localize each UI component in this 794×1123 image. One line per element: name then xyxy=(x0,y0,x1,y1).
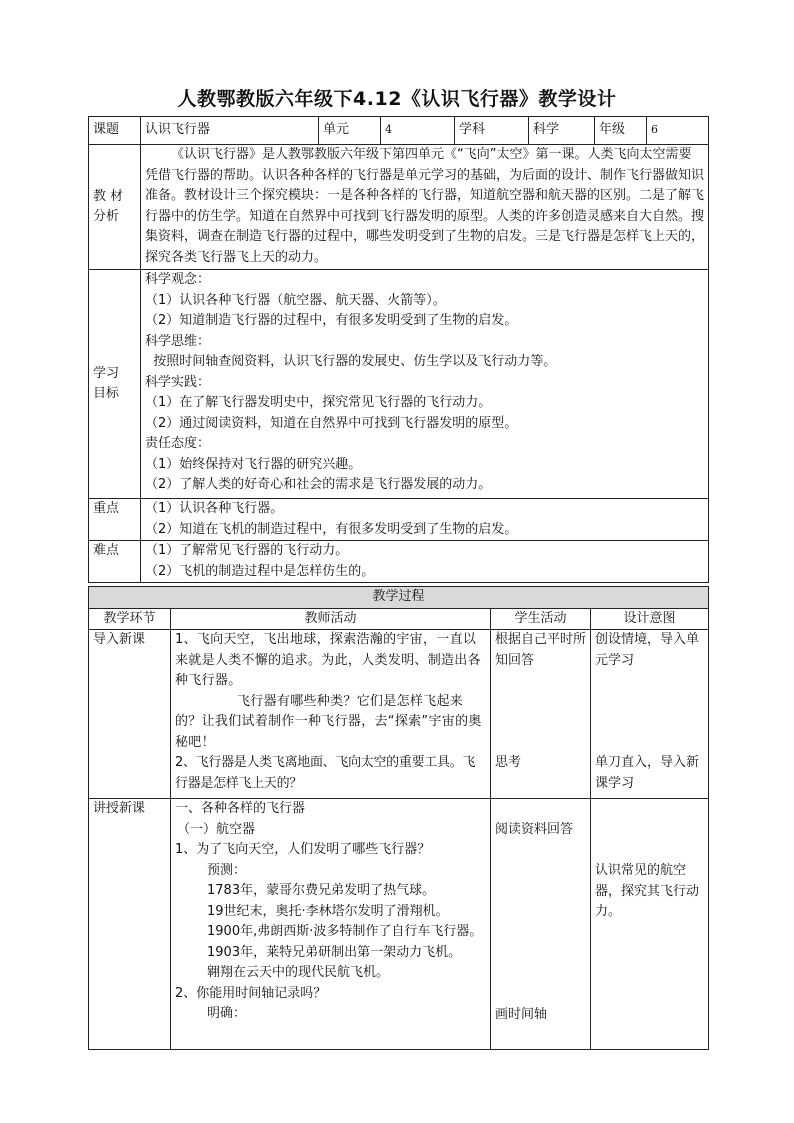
analysis-paragraph: 《认识飞行器》是人教鄂教版六年级下第四单元《“飞向”太空》第一课。人类飞向太空需要凭借飞行器的帮助。认识各种各样的飞行器是单元学习的基础，为后面的设计、制作飞行器做知识准备。教材设计三个探究模块：一是各种各样的飞行器，知道航空器和航天器的区别。二是了解飞行器中的仿生学。知道在自然界中可找到飞行器发明的原型。人类的许多创造灵感来自大自然。搜集资料，调查在制造飞行器的过程中，哪些发明受到了生物的启发。三是飞行器是怎样飞上天的，探究各类飞行器飞上天的动力。 xyxy=(145,147,705,265)
column-header: 教师活动 xyxy=(171,608,491,630)
process-columns-row xyxy=(89,608,709,630)
analysis-text xyxy=(141,145,709,270)
intro-teacher xyxy=(171,630,491,799)
info-row xyxy=(89,117,709,145)
intro-intent-b: 单刀直入，导入新课学习 xyxy=(595,755,700,791)
key-point-line: （2）知道在飞机的制造过程中，有很多发明受到了生物的启发。 xyxy=(145,521,518,537)
goal-line: 科学实践： xyxy=(145,374,211,390)
analysis-label xyxy=(89,145,141,270)
new-teacher-line: 1903年，莱特兄弟研制出第一架动力飞机。 xyxy=(207,944,462,960)
goal-line: 科学思维： xyxy=(145,333,211,349)
goal-line: 责任态度： xyxy=(145,436,211,451)
intro-student xyxy=(491,630,591,799)
difficulties-text xyxy=(141,541,709,583)
difficulties-row xyxy=(89,541,709,583)
goal-line: 按照时间轴查阅资料，认识飞行器的发展史、仿生学以及飞行动力等。 xyxy=(145,354,557,369)
difficulty-line: （1）了解常见飞行器的飞行动力。 xyxy=(145,543,349,558)
unit-value: 4 xyxy=(381,117,455,145)
goal-line: （1）在了解飞行器发明史中，探究常见飞行器的飞行动力。 xyxy=(145,395,492,410)
difficulty-line: （2）飞机的制造过程中是怎样仿生的。 xyxy=(145,563,375,579)
new-teacher-line: 1783年，蒙哥尔费兄弟发明了热气球。 xyxy=(207,883,436,898)
intro-intent xyxy=(591,630,709,799)
goal-line: （2）了解人类的好奇心和社会的需求是飞行器发展的动力。 xyxy=(145,477,492,492)
grade-value: 6 xyxy=(647,117,709,145)
subject-value: 科学 xyxy=(529,117,595,145)
process-header-row xyxy=(89,587,709,609)
process-table xyxy=(88,586,709,1050)
subject-label: 学科 xyxy=(455,117,529,145)
new-teacher-line: （一）航空器 xyxy=(177,821,256,837)
key-points-row xyxy=(89,499,709,541)
process-header: 教学过程 xyxy=(89,587,709,609)
goals-row xyxy=(89,270,709,499)
new-teacher-line: 2、你能用时间轴记录吗？ xyxy=(175,985,327,1001)
new-teacher-line: 预测： xyxy=(207,862,247,878)
analysis-label-line: 分析 xyxy=(93,209,120,224)
new-teacher xyxy=(171,799,491,1050)
new-teacher-line: 1900年,弗朗西斯·波多特制作了自行车飞行器。 xyxy=(207,924,483,939)
intro-student-a: 根据自己平时所知回答 xyxy=(495,632,587,668)
new-student xyxy=(491,799,591,1050)
new-student-b: 画时间轴 xyxy=(495,1007,548,1022)
document-title: 人教鄂教版六年级下4.12《认识飞行器》教学设计 xyxy=(177,88,617,110)
goals-label-line: 目标 xyxy=(93,386,120,401)
new-lesson-row xyxy=(89,799,709,1050)
intro-row xyxy=(89,630,709,799)
new-teacher-line: 一、各种各样的飞行器 xyxy=(175,801,306,816)
new-intent xyxy=(591,799,709,1050)
goals-text xyxy=(141,270,709,499)
analysis-label-line: 教 材 xyxy=(93,188,124,204)
topic-value: 认识飞行器 xyxy=(141,117,319,145)
unit-label: 单元 xyxy=(319,117,381,145)
intro-teacher-para: 飞行器有哪些种类？它们是怎样飞起来的？让我们试着制作一种飞行器，去“探索”宇宙的奥秘吧！ xyxy=(175,693,482,750)
intro-stage: 导入新课 xyxy=(89,630,171,799)
goal-line: 科学观念： xyxy=(145,272,211,287)
analysis-row xyxy=(89,145,709,270)
intro-teacher-para: 2、飞行器是人类飞离地面、飞向太空的重要工具。飞行器是怎样飞上天的？ xyxy=(175,755,476,791)
topic-label: 课题 xyxy=(89,117,141,145)
column-header: 设计意图 xyxy=(591,608,709,630)
goal-line: （2）通过阅读资料，知道在自然界中可找到飞行器发明的原型。 xyxy=(145,415,518,431)
goal-line: （2）知道制造飞行器的过程中，有很多发明受到了生物的启发。 xyxy=(145,313,518,328)
intro-teacher-para: 1、飞向天空，飞出地球，探索浩瀚的宇宙，一直以来就是人类不懈的追求。为此，人类发明、制造出各种飞行器。 xyxy=(175,632,481,688)
column-header: 学生活动 xyxy=(491,608,591,630)
difficulties-label: 难点 xyxy=(89,541,141,583)
grade-label: 年级 xyxy=(595,117,647,145)
column-header: 教学环节 xyxy=(89,608,171,630)
key-points-label: 重点 xyxy=(89,499,141,541)
new-teacher-line: 19世纪末，奥托·李林塔尔发明了滑翔机。 xyxy=(207,903,449,919)
goal-line: （1）认识各种飞行器（航空器、航天器、火箭等）。 xyxy=(145,292,446,308)
new-teacher-line: 1、为了飞向天空，人们发明了哪些飞行器？ xyxy=(175,842,431,857)
key-points-text xyxy=(141,499,709,541)
new-teacher-line: 翱翔在云天中的现代民航飞机。 xyxy=(207,965,390,980)
goal-line: （1）始终保持对飞行器的研究兴趣。 xyxy=(145,456,362,472)
lesson-info-table xyxy=(88,116,709,583)
new-student-a: 阅读资料回答 xyxy=(495,822,574,837)
new-teacher-line: 明确： xyxy=(207,1006,247,1021)
key-point-line: （1）认识各种飞行器。 xyxy=(145,501,284,516)
goals-label xyxy=(89,270,141,499)
new-intent-text: 认识常见的航空器，探究其飞行动力。 xyxy=(595,863,700,919)
goals-label-line: 学习 xyxy=(93,365,120,381)
intro-student-b: 思考 xyxy=(495,755,522,770)
intro-intent-a: 创设情境，导入单元学习 xyxy=(595,632,700,668)
new-stage: 讲授新课 xyxy=(89,799,171,1050)
